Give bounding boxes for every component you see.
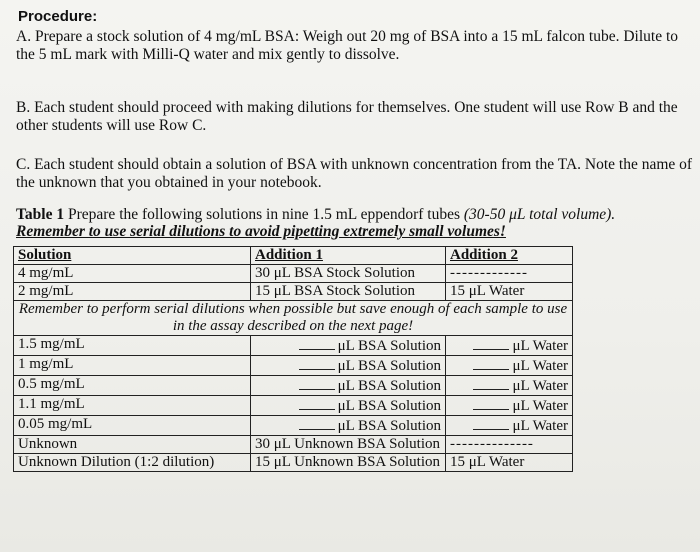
- row-addition-1: μL BSA Solution: [337, 358, 441, 374]
- row-addition-2: μL Water: [512, 418, 568, 434]
- row-solution: Unknown: [14, 436, 251, 454]
- row-solution: 2 mg/mL: [14, 283, 251, 301]
- row-solution: 1.1 mg/mL: [14, 396, 251, 416]
- table-row: [14, 336, 573, 356]
- row-addition-2: μL Water: [512, 338, 568, 354]
- table-row: [14, 356, 573, 376]
- row-addition-1: μL BSA Solution: [337, 338, 441, 354]
- fill-in-blank[interactable]: [299, 336, 335, 350]
- row-addition-1: 30 μL Unknown BSA Solution: [251, 436, 446, 454]
- fill-in-blank[interactable]: [299, 396, 335, 410]
- fill-in-blank[interactable]: [473, 396, 509, 410]
- procedure-title: Procedure:: [18, 8, 98, 25]
- row-addition-2: 15 μL Water: [446, 454, 573, 472]
- row-addition-1: μL BSA Solution: [337, 418, 441, 434]
- header-addition-1: Addition 1: [251, 247, 446, 265]
- row-solution: 1.5 mg/mL: [14, 336, 251, 356]
- step-b-text: B. Each student should proceed with making dilutions for themselves. One student will use Row B and the other students will use Row C.: [16, 99, 678, 134]
- row-addition-2: μL Water: [512, 378, 568, 394]
- table-caption: [16, 206, 696, 240]
- row-addition-2: μL Water: [512, 398, 568, 414]
- dilution-table: [13, 246, 573, 472]
- header-solution: Solution: [14, 247, 251, 265]
- row-addition-2: -------------: [446, 265, 573, 283]
- row-solution: 4 mg/mL: [14, 265, 251, 283]
- table-volume-note: (30-50 μL total volume).: [463, 206, 616, 223]
- row-addition-2: 15 μL Water: [446, 283, 573, 301]
- table-row: [14, 436, 573, 454]
- fill-in-blank[interactable]: [473, 356, 509, 370]
- table-row: [14, 396, 573, 416]
- table-row: [14, 265, 573, 283]
- table-row: [14, 454, 573, 472]
- fill-in-blank[interactable]: [299, 376, 335, 390]
- row-addition-1: μL BSA Solution: [337, 378, 441, 394]
- step-c-text: C. Each student should obtain a solution of BSA with unknown concentration from the TA. Note the name of the unknown that you obtained in your notebook.: [16, 156, 693, 191]
- table-caption-text: Prepare the following solutions in nine 1.5 mL eppendorf tubes: [64, 206, 464, 223]
- table-header-row: [14, 247, 573, 265]
- row-addition-1: μL BSA Solution: [337, 398, 441, 414]
- row-solution: Unknown Dilution (1:2 dilution): [14, 454, 251, 472]
- row-solution: 0.05 mg/mL: [14, 416, 251, 436]
- fill-in-blank[interactable]: [299, 356, 335, 370]
- row-addition-1: 15 μL BSA Stock Solution: [251, 283, 446, 301]
- row-addition-2: --------------: [446, 436, 573, 454]
- row-solution: 1 mg/mL: [14, 356, 251, 376]
- table-label: Table 1: [16, 206, 65, 223]
- step-a-text: A. Prepare a stock solution of 4 mg/mL BSA: Weigh out 20 mg of BSA into a 15 mL falcon tube. Dilute to the 5 mL mark with Milli-Q water and mix gently to dissolve.: [16, 28, 679, 63]
- header-addition-2: Addition 2: [446, 247, 573, 265]
- row-addition-1: 30 μL BSA Stock Solution: [251, 265, 446, 283]
- fill-in-blank[interactable]: [299, 416, 335, 430]
- table-reminder: Remember to use serial dilutions to avoid pipetting extremely small volumes!: [16, 223, 506, 240]
- table-row: [14, 283, 573, 301]
- table-remark: Remember to perform serial dilutions when possible but save enough of each sample to use in the assay described on the next page!: [14, 301, 573, 336]
- table-row: [14, 376, 573, 396]
- row-addition-2: μL Water: [512, 358, 568, 374]
- table-remark-row: [14, 301, 573, 336]
- fill-in-blank[interactable]: [473, 336, 509, 350]
- table-row: [14, 416, 573, 436]
- row-solution: 0.5 mg/mL: [14, 376, 251, 396]
- fill-in-blank[interactable]: [473, 376, 509, 390]
- row-addition-1: 15 μL Unknown BSA Solution: [251, 454, 446, 472]
- fill-in-blank[interactable]: [473, 416, 509, 430]
